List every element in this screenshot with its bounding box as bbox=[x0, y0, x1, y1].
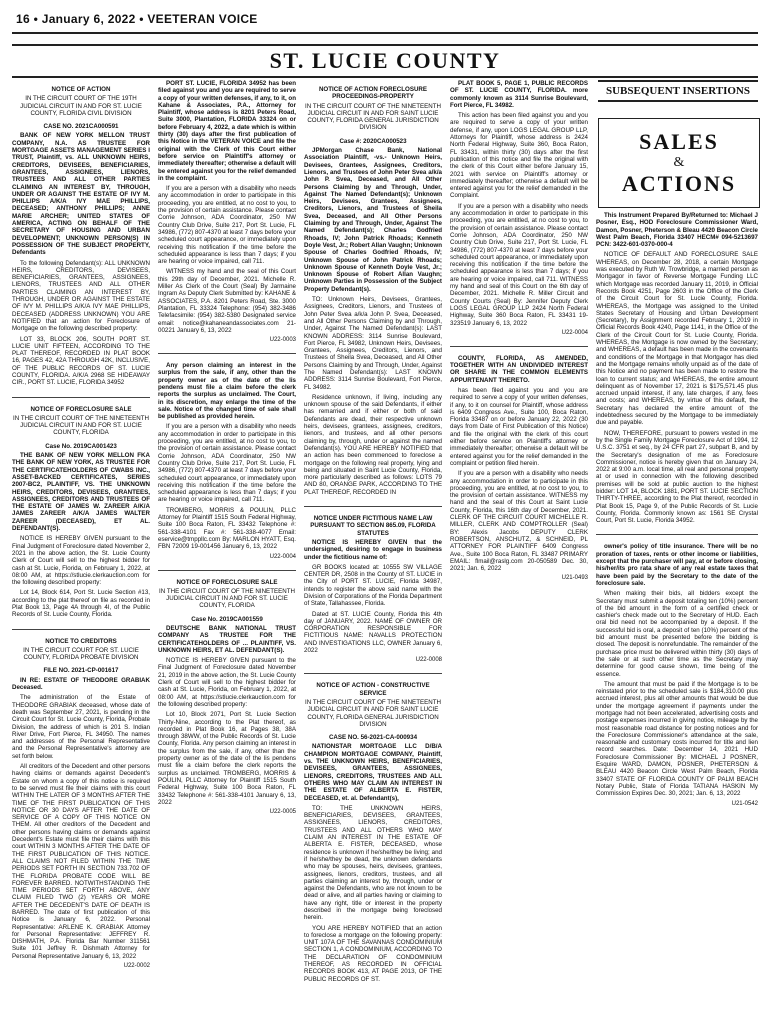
notice-paragraph: TROMBERG, MORRIS & POULIN, PLLC Attorney for Plaintiff 1515 South Federal Highway, Suite 100 Boca Raton, FL 33432 Telephone #: 561-338-4101 Fax #: 561-338-4077 Email: eservice@tmppllc.com By: MARLON HYATT, Esq. FBN 72009 19-001456 January 6, 13, 2022 bbox=[158, 506, 296, 551]
column-1 bbox=[12, 80, 150, 1010]
notice-divider bbox=[12, 629, 150, 630]
notice-case-number: Case #: 2020CA000523 bbox=[339, 137, 407, 145]
notice-court: IN THE CIRCUIT COURT OF THE NINETEENTH JUDICIAL CIRCUIT IN AND FOR ST. LUCIE COUNTY, FLORIDA bbox=[13, 414, 149, 437]
sales-title: SALES bbox=[639, 129, 719, 154]
notice-court: IN THE CIRCUIT COURT OF THE NINETEENTH JUDICIAL CIRCUIT IN AND FOR ST. LUCIE COUNTY, FLORIDA bbox=[159, 587, 295, 610]
column-2 bbox=[158, 80, 296, 1010]
notice-divider bbox=[158, 570, 296, 571]
county-banner bbox=[12, 44, 758, 78]
notice-body: PORT ST. LUCIE, FLORIDA 34952 has been filed against you and you are required to serve a copy of your written defenses, if any, to it, on Kahane & Associates, P.A., Attorney for Plaintiff, whose address is 8201 Peters Road, Suite 3000, Plantation, FLORIDA 33324 on or before February 4, 2022, a date which is within thirty (30) days after the first publication of this Notice in the VETERAN VOICE and file the original with the Clerk of this Court either before service on Plaintiff's attorney or immediately thereafter; otherwise a default will be entered against you for the relief demanded in the complaint. bbox=[158, 80, 296, 182]
notice-court: IN THE CIRCUIT COURT OF THE NINETEENTH JUDICIAL CIRCUIT IN AND FOR SAINT LUCIE COUNTY, FLORIDA GENERAL JURISDICTION DIVISION bbox=[305, 102, 441, 132]
notice-heading: NOTICE OF FORECLOSURE SALE bbox=[176, 578, 278, 586]
notice-body: DEUTSCHE BANK NATIONAL TRUST COMPANY AS TRUSTEE FOR THE CERTIFICATEHOLDERS OF ... PLAINTIFF, VS. UNKNOWN HEIRS, ET AL. DEFENDANT(S). bbox=[158, 625, 296, 654]
notice-paragraph: has been filed against you and you are required to serve a copy of your written defenses, if any, to it on counsel for Plaintiff, whose address is 6409 Congress Ave., Suite 100, Boca Raton, Florida 33487 on or before January 22, 2022 (30 days from Date of First Publication of this Notice) and file the original with the clerk of this court either before service on Plaintiff's attorney or immediately thereafter; otherwise a default will be entered against you for the relief demanded in the complaint or petition filed herein. bbox=[450, 386, 588, 467]
notice-case-number: Case No. 2019CA001559 bbox=[191, 615, 263, 623]
notice-body: JPMorgan Chase Bank, National Association Plaintiff, -vs.- Unknown Heirs, Devisees, Grantees, Assignees, Creditors, Lienors, and Trustees of John Peter Svea a/k/a John P. Svea, Deceased, and All Other Persons Claiming by and Through, Under, Against The Named Defendant(s); Unknown Heirs, Devisees, Grantees, Assignees, Creditors, Lienors, and Trustees of Sheila Svea, Deceased, and All Other Persons Claiming by and Through, Under, Against The Named Defendant(s); Charles Godfried Rhoads, IV; John Patrick Rhoads; Kenneth Doyle Vest, Jr.; Robert Allan Vaughn; Unknown Spouse of Charles Godfried Rhoads, IV; Unknown Spouse of John Patrick Rhoads; Unknown Spouse of Kenneth Doyle Vest, Jr.; Unknown Spouse of Robert Allan Vaughn; Unknown Parties in Possession of the Subject Property Defendant(s). bbox=[304, 147, 442, 293]
notice-paragraph: Residence unknown, if living, including any unknown spouse of the said Defendants, if either has remarried and if either or both of said Defendants are dead, their respective unknown heirs, devisees, grantees, assignees, creditors, lienors, and trustees, and all other persons claiming by, through, under or against the named Defendant(s). YOU ARE HEREBY NOTIFIED that an action has been commenced to foreclose a mortgage on the following real property, lying and being and situated in Saint Lucie County, Florida, more particularly described as follows: LOTS 79 AND 80, ORANGE PARK, ACCORDING TO THE PLAT THEREOF, RECORDED IN bbox=[304, 393, 442, 496]
notice-body: THE BANK OF NEW YORK MELLON FKA THE BANK OF NEW YORK, AS TRUSTEE FOR THE CERTIFICATEHOLDERS OF CWABS INC., ASSET-BACKED CERTIFICATES, SERIES 2007-BC2, PLAINTIFF, VS. THE UNKNOWN HEIRS, CREDITORS, DEVISEES, GRANTEES, ASSIGNEES, CREDITORS AND TRUSTEES OF THE ESTATE OF JAMES W. ZAREER A/K/A JAMES ZAREER A/K/A JAMES WALTER ZAREER (DECEASED), ET AL. DEFENDANT(S). bbox=[12, 452, 150, 533]
legal-notice bbox=[12, 406, 150, 619]
notice-divider bbox=[596, 534, 758, 535]
notice-id: U21-0542 bbox=[731, 800, 758, 807]
legal-notice bbox=[450, 80, 588, 336]
notice-paragraph: WITNESS my hand and the seal of this Court this 29th day of December, 2021. Michelle R. Miller As Clerk of the Court (Seal) By Jarmaine Ingram As Deputy Clerk Submitted by: KAHANE & ASSOCIATES, P.A. 8201 Peters Road, Ste. 3000 Plantation, FL 33324 Telephone: (954) 382-3486 Telefacsimile: (954) 382-5380 Designated service email: notice@kahaneandassociates.com 21-00221 January 6, 13, 2022 bbox=[158, 268, 296, 334]
notice-divider bbox=[304, 673, 442, 674]
legal-notice bbox=[12, 86, 150, 387]
notice-id: U22-0002 bbox=[123, 963, 150, 970]
notice-case-number: CASE NO. 2021CA000591 bbox=[43, 123, 119, 131]
notice-paragraph: When making their bids, all bidders except the Secretary must submit a deposit totaling ten (10%) percent of the bid amount in the form of a certified check or cashier's check made out to the Secretary of HUD. Each oral bid need not be accompanied by a deposit. If the successful bid is oral, a deposit of ten (10%) percent of the bid amount must be presented before the bidding is closed. The deposit is nonrefundable. The remainder of the purchase price must be delivered within thirty (30) days of the sale or at such other time as the Secretary may determine for good cause shown, time being of the essence. bbox=[596, 590, 758, 678]
ampersand: & bbox=[673, 155, 685, 170]
sales-actions-box bbox=[598, 118, 760, 208]
notice-court: IN THE CIRCUIT COURT FOR ST. LUCIE COUNTY, FLORIDA PROBATE DIVISION bbox=[23, 646, 139, 662]
notice-paragraph: NOW, THEREFORE, pursuant to powers vested in me by the Single Family Mortgage Foreclosure Act of 1994, 12 U.S.C. 3751 et seq., by 24 CFR part 27, subpart B, and by the Secretary's designation of me as Foreclosure Commissioner, notice is hereby given that on January 24, 2022 at 9:00 a.m. local time, all real and personal property at or used in connection with the following described premises will be sold at public auction to the highest bidder: LOT 14, BLOCK 1881, PORT ST. LUCIE SECTION THIRTY-THREE, according to the Plat thereof, recorded in Plat Book 15, Page 9, of the Public Records of St. Lucie County, Florida. Commonly known as: 1561 SE Crystal Court, Port St. Lucie, Florida 34952. bbox=[596, 429, 758, 525]
notice-body: NATIONSTAR MORTGAGE LLC D/B/A CHAMPION MORTGAGE COMPANY, Plaintiff, vs. THE UNKNOWN HEIRS, BENEFICIARIES, DEVISEES, GRANTEES, ASSIGNEES, LIENORS, CREDITORS, TRUSTEES AND ALL OTHERS WHO MAY CLAIM AN INTEREST IN THE ESTATE OF ALBERTA E. FISTER, DECEASED, et. al. Defendant(s), bbox=[304, 743, 442, 802]
notice-body: Any person claiming an interest in the surplus from the sale, if any, other than the property owner as of the date of the lis pendens must file a claim before the clerk reports the surplus as unclaimed. The Court, in its discretion, may enlarge the time of the sale. Notice of the changed time of sale shall be published as provided herein. bbox=[158, 362, 296, 421]
notice-paragraph: If you are a person with a disability who needs any accommodation in order to participate in this proceeding, you are entitled, at no cost to you, to the provision of certain assistance. WITNESS my hand and the seal of this Court at Saint Lucie County, Florida, this 16th day of December, 2021. CLERK OF THE CIRCUIT COURT MICHELLE R. MILLER, CLERK AND COMPTROLLER (Seal) BY: Alexis Jacobs DEPUTY CLERK ROBERTSON, ANSCHUTZ, & SCHNEID, PL ATTORNEY FOR PLAINTIFF 6409 Congress Ave., Suite 100 Boca Raton, FL 33487 PRIMARY EMAIL: flmail@raslg.com 20-050589 Dec. 30, 2021; Jan. 6, 2022 bbox=[450, 470, 588, 573]
notice-heading: NOTICE TO CREDITORS bbox=[45, 637, 117, 645]
notice-id: U22-0008 bbox=[415, 657, 442, 664]
notice-body: This Instrument Prepared By/Returned to: Michael J Posner, Esq., HOD Foreclosure Commissioner Ward, Damon, Posner, Pheterson & Bleau 4420 Beacon Circle West Palm Beach, Florida 33407 HECM# 094-5213697 PCN: 3422-601-0370-000-4 bbox=[596, 212, 758, 249]
notice-paragraph: If you are a person with a disability who needs any accommodation in order to participate in this proceeding, you are entitled, at no cost to you, to the provision of certain assistance. Please contact Corrie Johnson, ADA Coordinator, 250 NW Country Club Drive, Suite 217, Port St. Lucie, FL 34986, (772) 807-4370 at least 7 days before your scheduled court appearance, or immediately upon receiving this notification if the time before the scheduled appearance is less than 7 days; if you are hearing or voice impaired, call 711. bbox=[158, 423, 296, 504]
legal-notice bbox=[158, 579, 296, 816]
notice-paragraph: TO: Unknown Heirs, Devisees, Grantees, Assignees, Creditors, Lienors, and Trustees of John Peter Svea a/k/a John P. Svea, Deceased, and All Other Persons Claiming by and Through, Under, Against The Named Defendant(s): LAST KNOWN ADDRESS: 3114 Sunrise Boulevard, Fort Pierce, FL 34982, Unknown Heirs, Devisees, Grantees, Assignees, Creditors, Lienors, and Trustees of Sheila Svea, Deceased, and All Other Persons Claiming by and Through, Under, Against The Named Defendant(s): LAST KNOWN ADDRESS: 3114 Sunrise Boulevard, Fort Pierce, FL 34982. bbox=[304, 296, 442, 391]
notice-heading: NOTICE OF FORECLOSURE SALE bbox=[30, 405, 132, 413]
notice-paragraph: Lot 14, Block 614, Port St. Lucie Section #13, according to the plat thereof on file as recorded in Plat Book 13, Page 4A through 4I, of the Public Records of St. Lucie County, Florida. bbox=[12, 589, 150, 619]
notice-paragraph: The administration of the Estate of THEODORE GRABIAK deceased, whose date of death was September 27, 2021, is pending in the Circuit Court for St. Lucie County, Florida, Probate Division, the address of which is 201 S. Indian River Drive, Fort Pierce, FL 34950. The names and addresses of the Personal Representative and the Personal Representative's attorney are set forth below. bbox=[12, 694, 150, 760]
actions-title: ACTIONS bbox=[621, 171, 737, 196]
subsequent-insertions-banner: SUBSEQUENT INSERTIONS bbox=[598, 80, 758, 102]
notice-paragraph: NOTICE IS HEREBY GIVEN pursuant to the Final Judgment of Foreclosure dated November 2, 2021 in the above action, the St. Lucie County Clerk of Court will sell to the highest bidder for cash at St. Lucie, Florida, on February 1, 2022, at 08:00 AM, at https://stlucie.clerkauction.com for the following described property: bbox=[12, 535, 150, 587]
notice-paragraph: If you are a person with a disability who needs any accommodation in order to participate in this proceeding, you are entitled, at no cost to you, to the provision of certain assistance. Please contact Corrie Johnson, ADA Coordinator, 250 NW Country Club Drive, Suite 217, Port St. Lucie, FL 34986, (772) 807-4370 at least 7 days before your scheduled court appearance, or immediately upon receiving this notification if the time before the scheduled appearance is less than 7 days; if you are hearing or voice impaired, call 711. WITNESS my hand and seal of this Court on the 6th day of December, 2021. Michelle R. Miller Circuit and County Courts (Seal) By: Jennifer Deputy Clerk LOGS LEGAL GROUP LLP 2424 North Federal Highway, Suite 360 Boca Raton, FL 33431 19-323519 January 6, 13, 2022 bbox=[450, 202, 588, 327]
notice-body: NOTICE IS HEREBY GIVEN that the undersigned, desiring to engage in business under the fictitious name of: bbox=[304, 538, 442, 561]
notice-paragraph: TO: THE UNKNOWN HEIRS, BENEFICIARIES, DEVISEES, GRANTEES, ASSIGNEES, LIENORS, CREDITORS, TRUSTEES AND ALL OTHERS WHO MAY CLAIM AN INTEREST IN THE ESTATE OF ALBERTA E. FISTER, DECEASED, whose residence is unknown if he/she/they be living; and if he/she/they be dead, the unknown defendants who may be spouses, heirs, devisees, grantees, assignees, lienors, creditors, trustees, and all parties claiming an interest by, through, under or against the Defendants, who are not known to be dead or alive, and all parties having or claiming to have any right, title or interest in the property described in the mortgage being foreclosed herein. bbox=[304, 804, 442, 922]
notice-id: U22-0005 bbox=[269, 809, 296, 816]
notice-id: U21-0493 bbox=[561, 575, 588, 582]
notice-body: COUNTY, FLORIDA, AS AMENDED, TOGETHER WITH AN UNDIVIDED INTEREST OR SHARE IN THE COMMON ELEMENTS APPURTENANT THERETO. bbox=[450, 354, 588, 384]
notice-case-number: CASE NO. 56-2021-CA-000934 bbox=[328, 734, 418, 742]
notice-heading: NOTICE OF ACTION - CONSTRUCTIVE SERVICE bbox=[316, 682, 430, 697]
legal-notice bbox=[304, 682, 442, 983]
notice-divider bbox=[12, 397, 150, 398]
notice-divider bbox=[158, 353, 296, 354]
notice-court: IN THE CIRCUIT COURT OF THE NINETEENTH JUDICIAL CIRCUIT IN AND FOR SAINT LUCIE COUNTY, FLORIDA GENERAL JURISDICTION DIVISION bbox=[305, 698, 441, 728]
legal-notice bbox=[304, 86, 442, 496]
notice-paragraph: Dated at ST. LUCIE County, Florida this 4th day of JANUARY, 2022. NAME OF OWNER OR CORPORATION RESPONSIBLE FOR FICTITIOUS NAME: NAVALLS PROTECTION AND INVESTIGATIONS LLC, OWNER January 6, 2022 bbox=[304, 610, 442, 655]
legal-notice bbox=[158, 362, 296, 559]
notice-paragraph: Lot 10, Block 2071, Port St. Lucie Section Thirty-Nine, according to the Plat thereof, as recorded in Plat Book 16, at Pages 38, 38A through 38WW, of the Public Records of St. Lucie County, Florida. Any person claiming an interest in the surplus from the sale, if any, other than the property owner as of the date of the lis pendens must file a claim before the clerk reports the surplus as unclaimed. TROMBERG, MORRIS & POULIN, PLLC Attorney for Plaintiff 1515 South Federal Highway, Suite 100 Boca Raton, FL 33432 Telephone #: 561-338-4101 January 6, 13, 2022 bbox=[158, 711, 296, 806]
notice-paragraph: YOU ARE HEREBY NOTIFIED that an action to foreclose a mortgage on the following property: UNIT 107A OF THE SAVANNAS CONDOMINIUM SECTION 1, A CONDOMINIUM, ACCORDING TO THE DECLARATION OF CONDOMINIUM THEREOF, AS RECORDED IN OFFICIAL RECORDS BOOK 413, AT PAGE 2013, OF THE PUBLIC RECORDS OF ST. bbox=[304, 924, 442, 983]
notice-body: PLAT BOOK 5, PAGE 1, PUBLIC RECORDS OF ST. LUCIE COUNTY, FLORIDA. more commonly known as 3114 Sunrise Boulevard, Fort Pierce, FL 34982. bbox=[450, 80, 588, 109]
notice-paragraph: The amount that must be paid if the Mortgage is to be reinstated prior to the scheduled sale is $184,310.00 plus accrued interest, plus all other amounts that would be due under the mortgage agreement if payments under the mortgage had not been accelerated, advertising costs and postage expenses incurred in giving notice, mileage by the most reasonable road distance for posting notices and for the Foreclosure Commissioner's attendance at the sale, reasonable and customary costs incurred for title and lien record searches. Date: December 14, 2021 HUD Foreclosure Commissioner By: MICHAEL J POSNER, Esquire WARD, DAMON, POSNER, PHETERSON & BLEAU 4420 Beacon Circle West Palm Beach, Florida 33407 STATE OF FLORIDA COUNTY OF PALM BEACH Notary Public, State of Florida TATIANA HASKIN My Commission Expires Dec. 30, 2021; Jan. 6, 13, 2022 bbox=[596, 680, 758, 798]
notice-id: U22-0004 bbox=[561, 329, 588, 336]
notice-case-number: FILE NO. 2021-CP-001617 bbox=[43, 667, 119, 675]
page-folio: 16 • January 6, 2022 • VEETERAN VOICE bbox=[16, 12, 258, 26]
notice-heading: NOTICE OF ACTION bbox=[51, 86, 111, 93]
notice-paragraph: This action has been filed against you and you are required to serve a copy of your written defense, if any, upon LOGS LEGAL GROUP LLP, Attorneys for Plaintiff, whose address is 2424 North Federal Highway, Suite 360, Boca Raton, FL 33431, within thirty (30) days after the first publication of this notice and file the original with the clerk of this Court either before January 15, 2021 with service on Plaintiff's attorney or immediately thereafter; otherwise a default will be entered against you for the relief demanded in the Complaint. bbox=[450, 112, 588, 200]
notice-body: IN RE: ESTATE OF THEODORE GRABIAK Deceased. bbox=[12, 676, 150, 692]
notice-divider bbox=[304, 506, 442, 507]
legal-notice bbox=[12, 638, 150, 969]
top-bar bbox=[12, 8, 758, 34]
legal-notice bbox=[596, 212, 758, 524]
notice-paragraph: LOT 33, BLOCK 206, SOUTH PORT ST. LUCIE UNIT FIFTEEN, ACCORDING TO THE PLAT THEREOF, RECORDED IN PLAT BOOK 16, PAGES 42, 42A THROUGH 42K, INCLUSIVE, OF THE PUBLIC RECORDS OF ST. LUCIE COUNTY, FLORIDA. A/K/A 2968 SE HIDEAWAY CIR., PORT ST. LUCIE, FLORIDA 34952 bbox=[12, 335, 150, 387]
notice-heading: NOTICE OF ACTION FORECLOSURE PROCEEDINGS-PROPERTY bbox=[318, 86, 428, 101]
legal-notice bbox=[596, 543, 758, 806]
notice-paragraph: NOTICE IS HEREBY GIVEN pursuant to the Final Judgment of Foreclosure dated November 21, 2019 in the above action, the St. Lucie County Clerk of Court will sell to the highest bidder for cash at St. Lucie, Florida, on February 1, 2022, at 08:00 AM, at https://stlucie.clerkauction.com for the following described property: bbox=[158, 657, 296, 708]
column-4 bbox=[450, 80, 588, 1010]
notice-court: IN THE CIRCUIT COURT OF THE 19TH JUDICIAL CIRCUIT IN AND FOR ST. LUCIE COUNTY, FLORIDA CIVIL DIVISION bbox=[20, 95, 142, 117]
notice-paragraph: To the following Defendant(s): ALL UNKNOWN HEIRS, CREDITORS, DEVISEES, BENEFICIARIES, GRANTEES, ASSIGNEES, LIENORS, TRUSTEES AND ALL OTHER PARTIES CLAIMING AN INTEREST BY, THROUGH, UNDER OR AGAINST THE ESTATE OF IVY M. PHILLIPS A/K/A IVY MAE PHILLIPS, DECEASED (ADDRESS UNKNOWN) YOU ARE NOTIFIED that an action for Foreclosure of Mortgage on the following described property: bbox=[12, 259, 150, 333]
county-title: ST. LUCIE COUNTY bbox=[269, 48, 501, 73]
notice-divider bbox=[450, 346, 588, 347]
notice-paragraph: NOTICE OF DEFAULT AND FORECLOSURE SALE WHEREAS, on December 28, 2018, a certain Mortgage was executed by Ruth W. Trowbridge, a married person as Mortgagor in favor of Reverse Mortgage Funding LLC which Mortgage was recorded January 11, 2019, in Official Records Book 4251, Page 2603 in the Office of the Clerk of the Circuit Court for St. Lucie County, Florida. WHEREAS, the Mortgage was assigned to the United States Secretary of Housing and Urban Development (Secretary), by Assignment recorded February 1, 2019 in Official Records Book 4240, Page 1141, in the Office of the Clerk of the Circuit Court for St. Lucie County, Florida. WHEREAS, the Mortgage is now owned by the Secretary; and WHEREAS, a default has been made in the covenants and conditions of the Mortgage in that Mortgagor has died and the Mortgage remains wholly unpaid as of the date of this Notice and no payment has been made to restore the loan to current status; and WHEREAS, the entire amount delinquent as of November 17, 2021 is $175,571.45 plus accrued unpaid interest, if any, late charges, if any, fees and costs; and WHEREAS, by virtue of this default, the Secretary has declared the entire amount of the indebtedness secured by the Mortgage to be immediately due and payable. bbox=[596, 251, 758, 427]
notice-id: U22-0003 bbox=[269, 337, 296, 344]
legal-notice bbox=[304, 515, 442, 663]
notice-paragraph: If you are a person with a disability who needs any accommodation in order to participate in this proceeding, you are entitled, at no cost to you, to the provision of certain assistance. Please contact Corrie Johnson, ADA Coordinator, 250 NW Country Club Drive, Suite 217, Port St. Lucie, FL 34986, (772) 807-4370 at least 7 days before your scheduled court appearance, or immediately upon receiving this notification if the time before the scheduled appearance is less than 7 days; if you are hearing or voice impaired, call 711. bbox=[158, 185, 296, 266]
notice-id: U22-0004 bbox=[269, 553, 296, 560]
column-5 bbox=[596, 212, 758, 1010]
legal-notice bbox=[158, 80, 296, 343]
notice-paragraph: GR BOOKS located at: 10555 SW VILLAGE CENTER DR, 2508 in the County of ST. LUCIE in the City of PORT ST. LUCIE, Florida 34987, intends to register the above said name with the Division of Corporations of the Florida Department of State, Tallahassee, Florida. bbox=[304, 563, 442, 608]
notice-paragraph: All creditors of the Decedent and other persons having claims or demands against Decedent's Estate on whom a copy of this notice is required to be served must file their claims with this court WITHIN THE LATER OF 3 MONTHS AFTER THE TIME OF THE FIRST PUBLICATION OF THIS NOTICE OR 30 DAYS AFTER THE DATE OF SERVICE OF A COPY OF THIS NOTICE ON THEM. All other creditors of the Decedent and other persons having claims or demands against Decedent's Estate must file their claims with this court WITHIN 3 MONTHS AFTER THE DATE OF THE FIRST PUBLICATION OF THIS NOTICE. ALL CLAIMS NOT FILED WITHIN THE TIME PERIODS SET FORTH IN SECTION 733.702 OF THE FLORIDA PROBATE CODE WILL BE FOREVER BARRED. NOTWITHSTANDING THE TIME PERIODS SET FORTH ABOVE, ANY CLAIM FILED TWO (2) YEARS OR MORE AFTER THE DECEDENT'S DATE OF DEATH IS BARRED. The date of first publication of this Notice is January 6, 2022. Personal Representative: ARLENE K. GRABIAK Attorney for Personal Representative: JEFFREY R. DISHMATH, P.A. Florida Bar Number 311561 Suite 101 Jeffrey R. Dishmath Attorney for Personal Representative January 6, 13, 2022 bbox=[12, 763, 150, 960]
notice-heading: NOTICE UNDER FICTITIOUS NAME LAW PURSUANT TO SECTION 865.09, FLORIDA STATUTES bbox=[310, 515, 436, 537]
legal-notice bbox=[450, 355, 588, 582]
column-3 bbox=[304, 80, 442, 1010]
notice-body: owner's policy of title insurance. There will be no proration of taxes, rents or other income or liabilities, except that the purchaser will pay, at or before closing, his/her/its pro rata share of any real estate taxes that have been paid by the Secretary to the date of the foreclosure sale. bbox=[596, 543, 758, 587]
notice-body: BANK OF NEW YORK MELLON TRUST COMPANY, N.A. AS TRUSTEE FOR MORTGAGE ASSETS MANAGEMENT SERIES I TRUST, Plaintiff, vs. ALL UNKNOWN HEIRS, CREDITORS, DEVISEES, BENEFICIARIES, GRANTEES, ASSIGNEES, LIENORS, TRUSTEES AND ALL OTHER PARTIES CLAIMING AN INTEREST BY, THROUGH, UNDER OR AGAINST THE ESTATE OF IVY M. PHILLIPS A/K/A IVY MAE PHILLIPS, DECEASED; ANTHONY PHILLIPS; ANNE MARIE ARCHER; UNITED STATES OF AMERICA, ACTING ON BEHALF OF THE SECRETARY OF HOUSING AND URBAN DEVELOPMENT; UNKNOWN PERSON(S) IN POSSESSION OF THE SUBJECT PROPERTY, Defendants bbox=[12, 132, 150, 257]
notice-case-number: Case No. 2019CA001423 bbox=[45, 442, 117, 450]
